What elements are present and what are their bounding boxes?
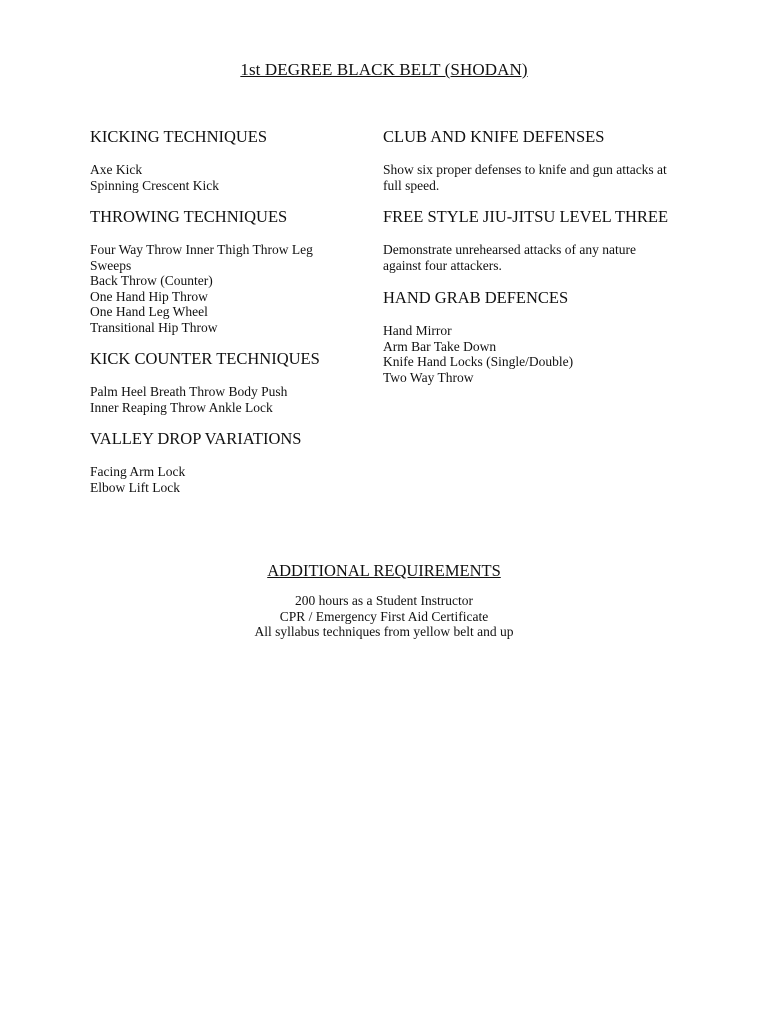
list-item: Elbow Lift Lock — [90, 479, 180, 495]
section-kick-counter-techniques — [90, 347, 360, 427]
additional-body — [0, 593, 768, 640]
section-body — [90, 464, 360, 495]
section-body — [90, 242, 360, 336]
section-heading: CLUB AND KNIFE DEFENSES — [383, 127, 605, 146]
list-item: CPR / Emergency First Aid Certificate — [279, 608, 489, 624]
list-item: Hand Mirror — [383, 323, 452, 338]
list-item: Palm Heel Breath Throw Body Push — [90, 384, 288, 399]
right-column — [383, 125, 713, 385]
section-club-and-knife-defenses — [383, 125, 713, 205]
list-item: Arm Bar Take Down — [383, 338, 497, 354]
list-item: One Hand Hip Throw — [90, 288, 208, 304]
list-item: Demonstrate unrehearsed attacks of any nature — [383, 242, 637, 257]
page-title: 1st DEGREE BLACK BELT (SHODAN) — [240, 60, 528, 79]
left-column — [90, 125, 360, 495]
list-item: Two Way Throw — [383, 369, 474, 385]
section-heading: VALLEY DROP VARIATIONS — [90, 429, 302, 448]
list-item: Spinning Crescent Kick — [90, 177, 219, 193]
section-heading: FREE STYLE JIU-JITSU LEVEL THREE — [383, 207, 669, 226]
list-item: Axe Kick — [90, 162, 143, 177]
section-body — [383, 242, 713, 273]
section-heading: THROWING TECHNIQUES — [90, 207, 288, 226]
section-hand-grab-defences — [383, 286, 713, 385]
additional-heading: ADDITIONAL REQUIREMENTS — [267, 561, 501, 580]
section-body — [383, 323, 713, 385]
section-body — [383, 162, 713, 193]
section-heading: KICKING TECHNIQUES — [90, 127, 268, 146]
section-heading: HAND GRAB DEFENCES — [383, 288, 569, 307]
section-throwing-techniques — [90, 205, 360, 347]
list-item: All syllabus techniques from yellow belt and up — [254, 624, 514, 640]
list-item: Four Way Throw Inner Thigh Throw Leg — [90, 242, 313, 257]
section-body — [90, 384, 360, 415]
list-item: against four attackers. — [383, 257, 502, 273]
list-item: Transitional Hip Throw — [90, 319, 218, 335]
list-item: 200 hours as a Student Instructor — [294, 593, 474, 608]
list-item: Knife Hand Locks (Single/Double) — [383, 354, 574, 370]
list-item: One Hand Leg Wheel — [90, 304, 208, 320]
section-valley-drop-variations — [90, 427, 360, 495]
list-item: Sweeps — [90, 257, 132, 273]
list-item: Back Throw (Counter) — [90, 273, 213, 289]
list-item: Inner Reaping Throw Ankle Lock — [90, 399, 273, 415]
list-item: Show six proper defenses to knife and gun attacks at — [383, 162, 667, 177]
section-free-style-jiu-jitsu — [383, 205, 713, 286]
list-item: Facing Arm Lock — [90, 464, 186, 479]
section-kicking-techniques — [90, 125, 360, 205]
section-body — [90, 162, 360, 193]
section-heading: KICK COUNTER TECHNIQUES — [90, 349, 320, 368]
additional-requirements — [0, 559, 768, 640]
list-item: full speed. — [383, 177, 440, 193]
